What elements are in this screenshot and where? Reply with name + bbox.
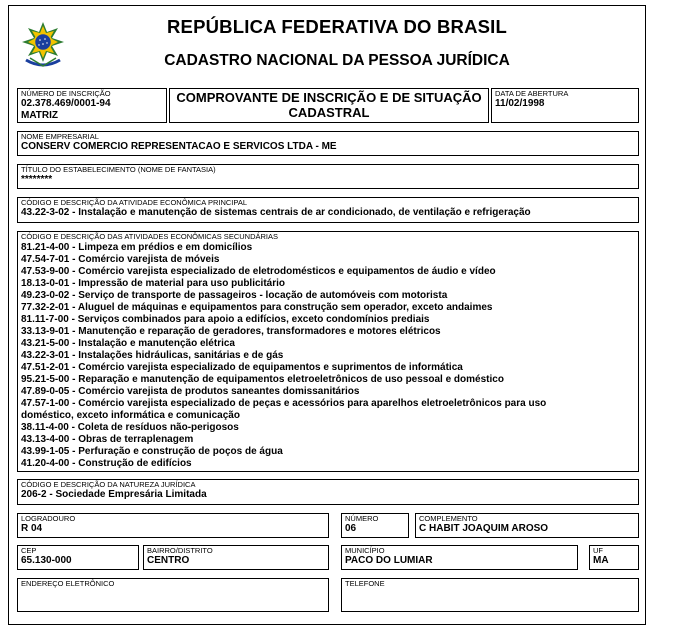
atividade-principal-label: CÓDIGO E DESCRIÇÃO DA ATIVIDADE ECONÔMICA PRINCIPAL xyxy=(21,198,248,207)
municipio-value: PACO DO LUMIAR xyxy=(345,555,433,566)
uf-box xyxy=(589,545,639,570)
abertura-box xyxy=(491,88,639,123)
comprovante-box xyxy=(169,88,489,123)
uf-value: MA xyxy=(593,555,609,566)
numero-box xyxy=(341,513,409,538)
bairro-value: CENTRO xyxy=(147,555,190,566)
complemento-value: C HABIT JOAQUIM AROSO xyxy=(419,523,549,534)
logradouro-value: R 04 xyxy=(21,523,43,534)
list-item: 47.53-9-00 - Comércio varejista especializado de eletrodomésticos e equipamentos de áudio e vídeo xyxy=(21,266,496,277)
atividade-principal-value: 43.22-3-02 - Instalação e manutenção de sistemas centrais de ar condicionado, de ventilação e refrigeração xyxy=(21,207,531,218)
list-item: 33.13-9-01 - Manutenção e reparação de geradores, transformadores e motores elétricos xyxy=(21,326,441,337)
bairro-box xyxy=(143,545,329,570)
fantasia-label: TÍTULO DO ESTABELECIMENTO (NOME DE FANTASIA) xyxy=(21,165,216,174)
municipio-label: MUNICÍPIO xyxy=(345,546,385,555)
uf-label: UF xyxy=(593,546,603,555)
fantasia-value: ******** xyxy=(21,174,53,185)
cep-box xyxy=(17,545,139,570)
registry-title: CADASTRO NACIONAL DA PESSOA JURÍDICA xyxy=(164,52,510,69)
list-item: 81.21-4-00 - Limpeza em prédios e em domicílios xyxy=(21,242,253,253)
comprovante-line2: CADASTRAL xyxy=(288,105,370,120)
inscricao-number: 02.378.469/0001-94 xyxy=(21,98,111,109)
list-item: 47.51-2-01 - Comércio varejista especializado de equipamentos e suprimentos de informática xyxy=(21,362,463,373)
bairro-label: BAIRRO/DISTRITO xyxy=(147,546,213,555)
atividades-secundarias-label: CÓDIGO E DESCRIÇÃO DAS ATIVIDADES ECONÔMICAS SECUNDÁRIAS xyxy=(21,232,278,241)
list-item: 95.21-5-00 - Reparação e manutenção de equipamentos eletroeletrônicos de uso pessoal e doméstico xyxy=(21,374,504,385)
comprovante-line1: COMPROVANTE DE INSCRIÇÃO E DE SITUAÇÃO xyxy=(176,90,482,105)
abertura-label: DATA DE ABERTURA xyxy=(495,89,569,98)
nome-empresarial-label: NOME EMPRESARIAL xyxy=(21,132,99,141)
list-item: 38.11-4-00 - Coleta de resíduos não-perigosos xyxy=(21,422,239,433)
nome-empresarial-value: CONSERV COMERCIO REPRESENTACAO E SERVICOS LTDA - ME xyxy=(21,141,337,152)
country-title: REPÚBLICA FEDERATIVA DO BRASIL xyxy=(166,16,508,37)
natureza-juridica-value: 206-2 - Sociedade Empresária Limitada xyxy=(21,489,207,500)
list-item: 47.54-7-01 - Comércio varejista de móveis xyxy=(21,254,220,265)
complemento-label: COMPLEMENTO xyxy=(419,514,478,523)
list-item: 43.99-1-05 - Perfuração e construção de poços de água xyxy=(21,446,283,457)
inscricao-label: NÚMERO DE INSCRIÇÃO xyxy=(21,89,111,98)
list-item: 18.13-0-01 - Impressão de material para uso publicitário xyxy=(21,278,285,289)
logradouro-label: LOGRADOURO xyxy=(21,514,76,523)
cep-label: CEP xyxy=(21,546,37,555)
cep-value: 65.130-000 xyxy=(21,555,72,566)
list-item: 43.13-4-00 - Obras de terraplenagem xyxy=(21,434,194,445)
list-item: 49.23-0-02 - Serviço de transporte de passageiros - locação de automóveis com motorista xyxy=(21,290,448,301)
numero-value: 06 xyxy=(345,523,357,534)
list-item: 47.57-1-00 - Comércio varejista especializado de peças e acessórios para aparelhos eletroeletrônicos para uso doméstico, exceto informática e comunicação xyxy=(21,398,547,421)
abertura-value: 11/02/1998 xyxy=(495,98,545,109)
natureza-juridica-box xyxy=(17,479,639,505)
list-item: 43.22-3-01 - Instalações hidráulicas, sanitárias e de gás xyxy=(21,350,284,361)
municipio-box xyxy=(341,545,578,570)
list-item: 77.32-2-01 - Aluguel de máquinas e equipamentos para construção sem operador, exceto andaimes xyxy=(21,302,493,313)
atividades-secundarias-box xyxy=(17,231,639,472)
natureza-juridica-label: CÓDIGO E DESCRIÇÃO DA NATUREZA JURÍDICA xyxy=(21,480,196,489)
nome-empresarial-box xyxy=(17,131,639,156)
list-item: 81.11-7-00 - Serviços combinados para apoio a edifícios, exceto condomínios prediais xyxy=(21,314,430,325)
inscricao-type: MATRIZ xyxy=(21,110,59,121)
logradouro-box xyxy=(17,513,329,538)
email-label: ENDEREÇO ELETRÔNICO xyxy=(21,579,115,588)
fantasia-box xyxy=(17,164,639,189)
inscricao-box xyxy=(17,88,167,123)
list-item: 47.89-0-05 - Comércio varejista de produtos saneantes domissanitários xyxy=(21,386,360,397)
list-item: 43.21-5-00 - Instalação e manutenção elétrica xyxy=(21,338,235,349)
complemento-box xyxy=(415,513,639,538)
list-item: 41.20-4-00 - Construção de edifícios xyxy=(21,458,192,469)
numero-label: NÚMERO xyxy=(345,514,379,523)
telefone-label: TELEFONE xyxy=(345,579,385,588)
atividade-principal-box xyxy=(17,197,639,223)
atividades-secundarias-list xyxy=(21,242,593,470)
